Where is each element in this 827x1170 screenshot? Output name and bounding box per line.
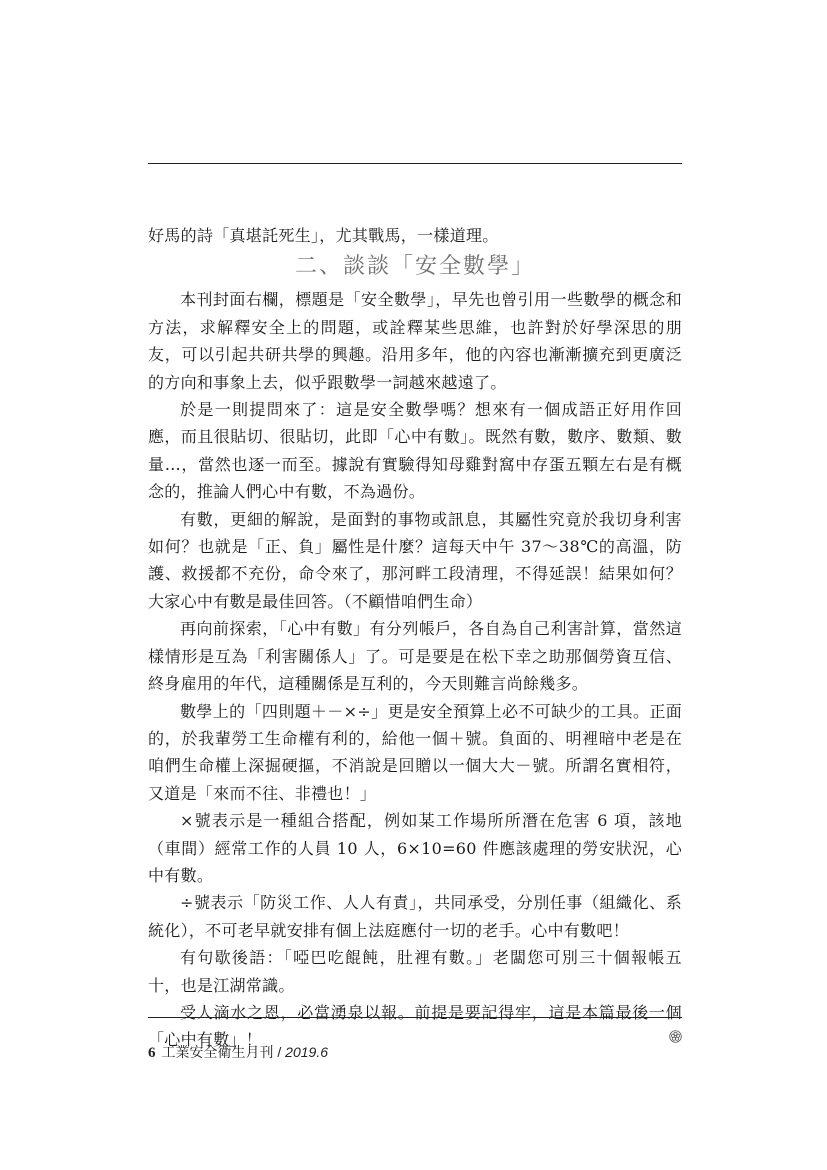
page-number: 6 [148,1045,156,1061]
paragraph-7: ÷號表示「防災工作、人人有責」，共同承受，分別任事（組織化、系統化），不可老早就安排有個上法庭應付一切的老手。心中有數吧！ [148,893,682,940]
journal-name: 工業安全衛生月刊 / [161,1044,286,1060]
paragraph-8: 有句歇後語：「啞巴吃餛飩，肚裡有數。」老闆您可別三十個報帳五十，也是江湖常識。 [148,948,682,995]
paragraph-5: 數學上的「四則題＋－×÷」更是安全預算上必不可缺少的工具。正面的，於我輩勞工生命權有利的，給他一個＋號。負面的、明裡暗中老是在咱們生命權上深掘硬摳，不消說是回贈以一個大大－號。所謂名實相符，又道是「來而不往、非禮也！」 [148,701,682,803]
article-body [148,222,682,1054]
paragraph-2: 於是一則提問來了：這是安全數學嗎？想來有一個成語正好用作回應，而且很貼切、很貼切，此即「心中有數」。既然有數，數序、數類、數量…，當然也逐一而至。據說有實驗得知母雞對窩中存蛋五顆左右是有概念的，推論人們心中有數，不為過份。 [148,400,682,502]
section-title: 二、談談「安全數學」 [294,254,535,280]
flower-end-mark-icon [669,1030,682,1043]
paragraph-1: 本刊封面右欄，標題是「安全數學」，早先也曾引用一些數學的概念和方法，求解釋安全上的問題，或詮釋某些思維，也許對於好學深思的朋友，可以引起共研共學的興趣。沿用多年，他的內容也漸漸擴充到更廣泛的方向和事象上去，似乎跟數學一詞越來越遠了。 [148,290,682,392]
issue-date: 2019.6 [285,1044,328,1060]
footer-rule [148,1017,682,1018]
paragraph-9: 受人滴水之恩，必當湧泉以報。前提是要記得牢，這是本篇最後一個「心中有數」！ [148,1002,682,1050]
paragraph-4: 再向前探索，「心中有數」有分列帳戶，各自為自己利害計算，當然這樣情形是互為「利害關係人」了。可是要是在松下幸之助那個勞資互信、終身雇用的年代，這種關係是互利的，今天則難言尚餘幾多。 [148,619,682,694]
continuation-paragraph: 好馬的詩「真堪託死生」，尤其戰馬，一樣道理。 [148,226,499,245]
paragraph-3: 有數，更細的解說，是面對的事物或訊息，其屬性究竟於我切身利害如何？也就是「正、負」屬性是什麼？這每天中午 37～38℃的高溫，防護、救援都不充份，命令來了，那河畔工段清理，不得延誤！結果如何？大家心中有數是最佳回答。（不顧惜咱們生命） [148,509,682,611]
header-rule [148,163,682,164]
paragraph-6: ×號表示是一種組合搭配，例如某工作場所所潛在危害 6 項，該地（車間）經常工作的人員 10 人，6×10=60 件應該處理的勞安狀況，心中有數。 [148,811,682,885]
page-footer [148,1042,328,1062]
